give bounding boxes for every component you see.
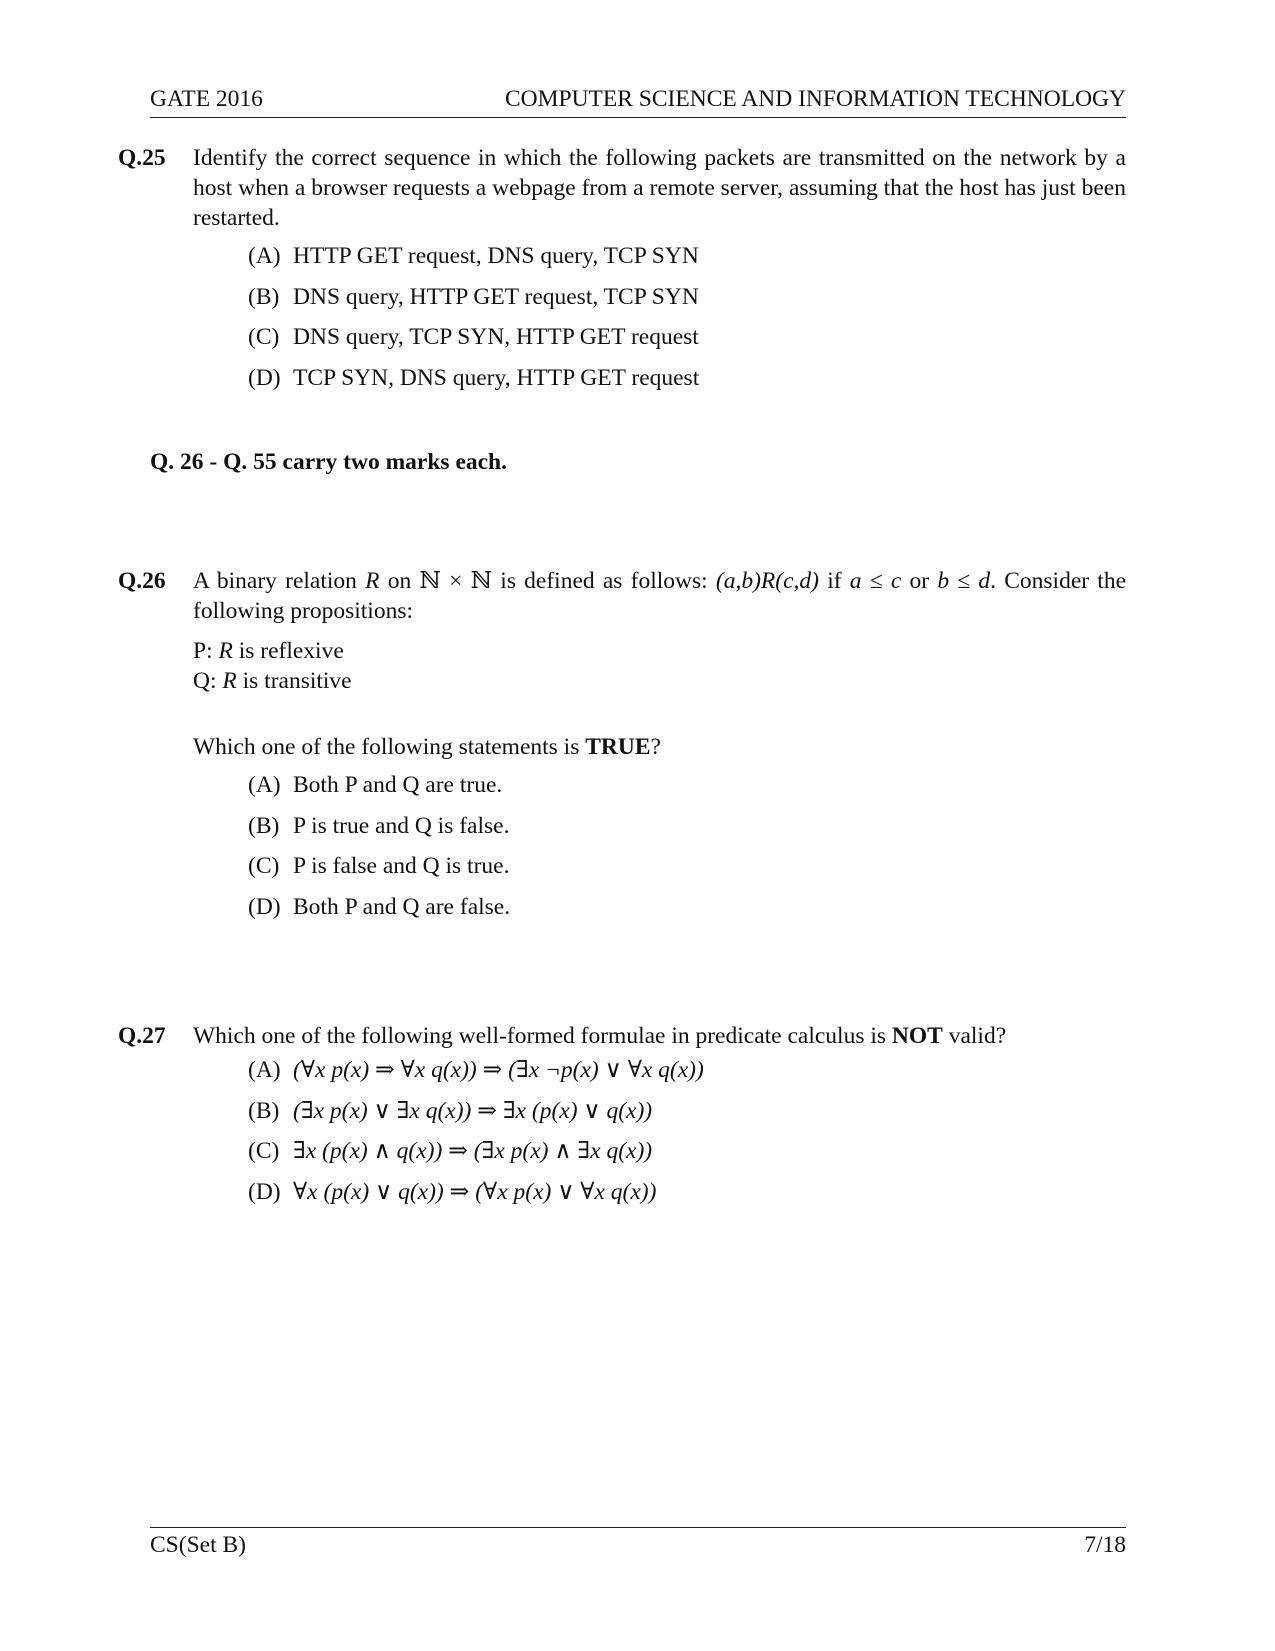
header-exam: GATE 2016 [150, 86, 263, 112]
option-label: (C) [248, 853, 280, 879]
option-label: (D) [248, 364, 281, 391]
option-text: P is true and Q is false. [293, 812, 510, 839]
option-a [248, 241, 1126, 282]
option-formula: ∀x (p(x) ∨ q(x)) ⇒ (∀x p(x) ∨ ∀x q(x)) [293, 1178, 657, 1205]
option-label: (C) [248, 324, 280, 350]
option-text: TCP SYN, DNS query, HTTP GET request [293, 364, 700, 391]
question-text: Identify the correct sequence in which the following packets are transmitted on the network by a host when a browser requests a webpage from a remote server, assuming that the host has just been restarted. [193, 145, 1126, 231]
option-b [248, 1096, 1126, 1137]
option-label: (B) [248, 283, 280, 310]
question-prompt: Which one of the following statements is TRUE? [193, 734, 661, 760]
page-number: 7/18 [1084, 1532, 1126, 1558]
question-26 [118, 566, 1126, 932]
option-label: (B) [248, 1097, 280, 1124]
question-25 [118, 143, 1126, 403]
option-list [248, 241, 1126, 403]
option-a [248, 770, 1126, 811]
proposition-list [193, 636, 1126, 696]
option-d [248, 363, 1126, 404]
option-text: P is false and Q is true. [293, 853, 510, 879]
option-c [248, 1136, 1126, 1177]
option-list [248, 1055, 1126, 1217]
option-label: (A) [248, 1057, 281, 1083]
section-heading: Q. 26 - Q. 55 carry two marks each. [150, 449, 507, 475]
footer-rule [150, 1527, 1126, 1528]
option-formula: (∀x p(x) ⇒ ∀x q(x)) ⇒ (∃x ¬p(x) ∨ ∀x q(x)) [293, 1057, 704, 1083]
option-text: DNS query, HTTP GET request, TCP SYN [293, 283, 699, 310]
option-label: (A) [248, 772, 281, 798]
option-text: Both P and Q are false. [293, 893, 511, 920]
question-number: Q.27 [118, 1023, 166, 1049]
option-formula: (∃x p(x) ∨ ∃x q(x)) ⇒ ∃x (p(x) ∨ q(x)) [293, 1097, 653, 1124]
page-footer [150, 1532, 1126, 1559]
proposition-p: P: R is reflexive [193, 638, 344, 664]
option-label: (A) [248, 243, 281, 269]
question-27 [118, 1021, 1126, 1217]
option-b [248, 282, 1126, 323]
option-text: DNS query, TCP SYN, HTTP GET request [293, 324, 699, 350]
footer-set: CS(Set B) [150, 1532, 246, 1558]
option-b [248, 811, 1126, 852]
option-d [248, 1177, 1126, 1218]
option-label: (D) [248, 1178, 281, 1205]
option-a [248, 1055, 1126, 1096]
question-text: Which one of the following well-formed formulae in predicate calculus is NOT valid? [193, 1023, 1007, 1049]
option-label: (B) [248, 812, 280, 839]
proposition-q: Q: R is transitive [193, 668, 352, 694]
option-text: HTTP GET request, DNS query, TCP SYN [293, 243, 699, 269]
question-number: Q.26 [118, 568, 166, 594]
option-label: (C) [248, 1138, 280, 1164]
header-subject: COMPUTER SCIENCE AND INFORMATION TECHNOLOGY [504, 86, 1126, 112]
option-d [248, 892, 1126, 933]
option-c [248, 851, 1126, 892]
question-number: Q.25 [118, 145, 166, 171]
option-label: (D) [248, 893, 281, 920]
option-text: Both P and Q are true. [293, 772, 503, 798]
option-formula: ∃x (p(x) ∧ q(x)) ⇒ (∃x p(x) ∧ ∃x q(x)) [293, 1138, 653, 1164]
question-text: A binary relation R on ℕ × ℕ is defined as follows: (a,b)R(c,d) if a ≤ c or b ≤ d. Consider the following propositions: [193, 568, 1127, 624]
page-header [150, 86, 1126, 118]
option-c [248, 322, 1126, 363]
option-list [248, 770, 1126, 932]
